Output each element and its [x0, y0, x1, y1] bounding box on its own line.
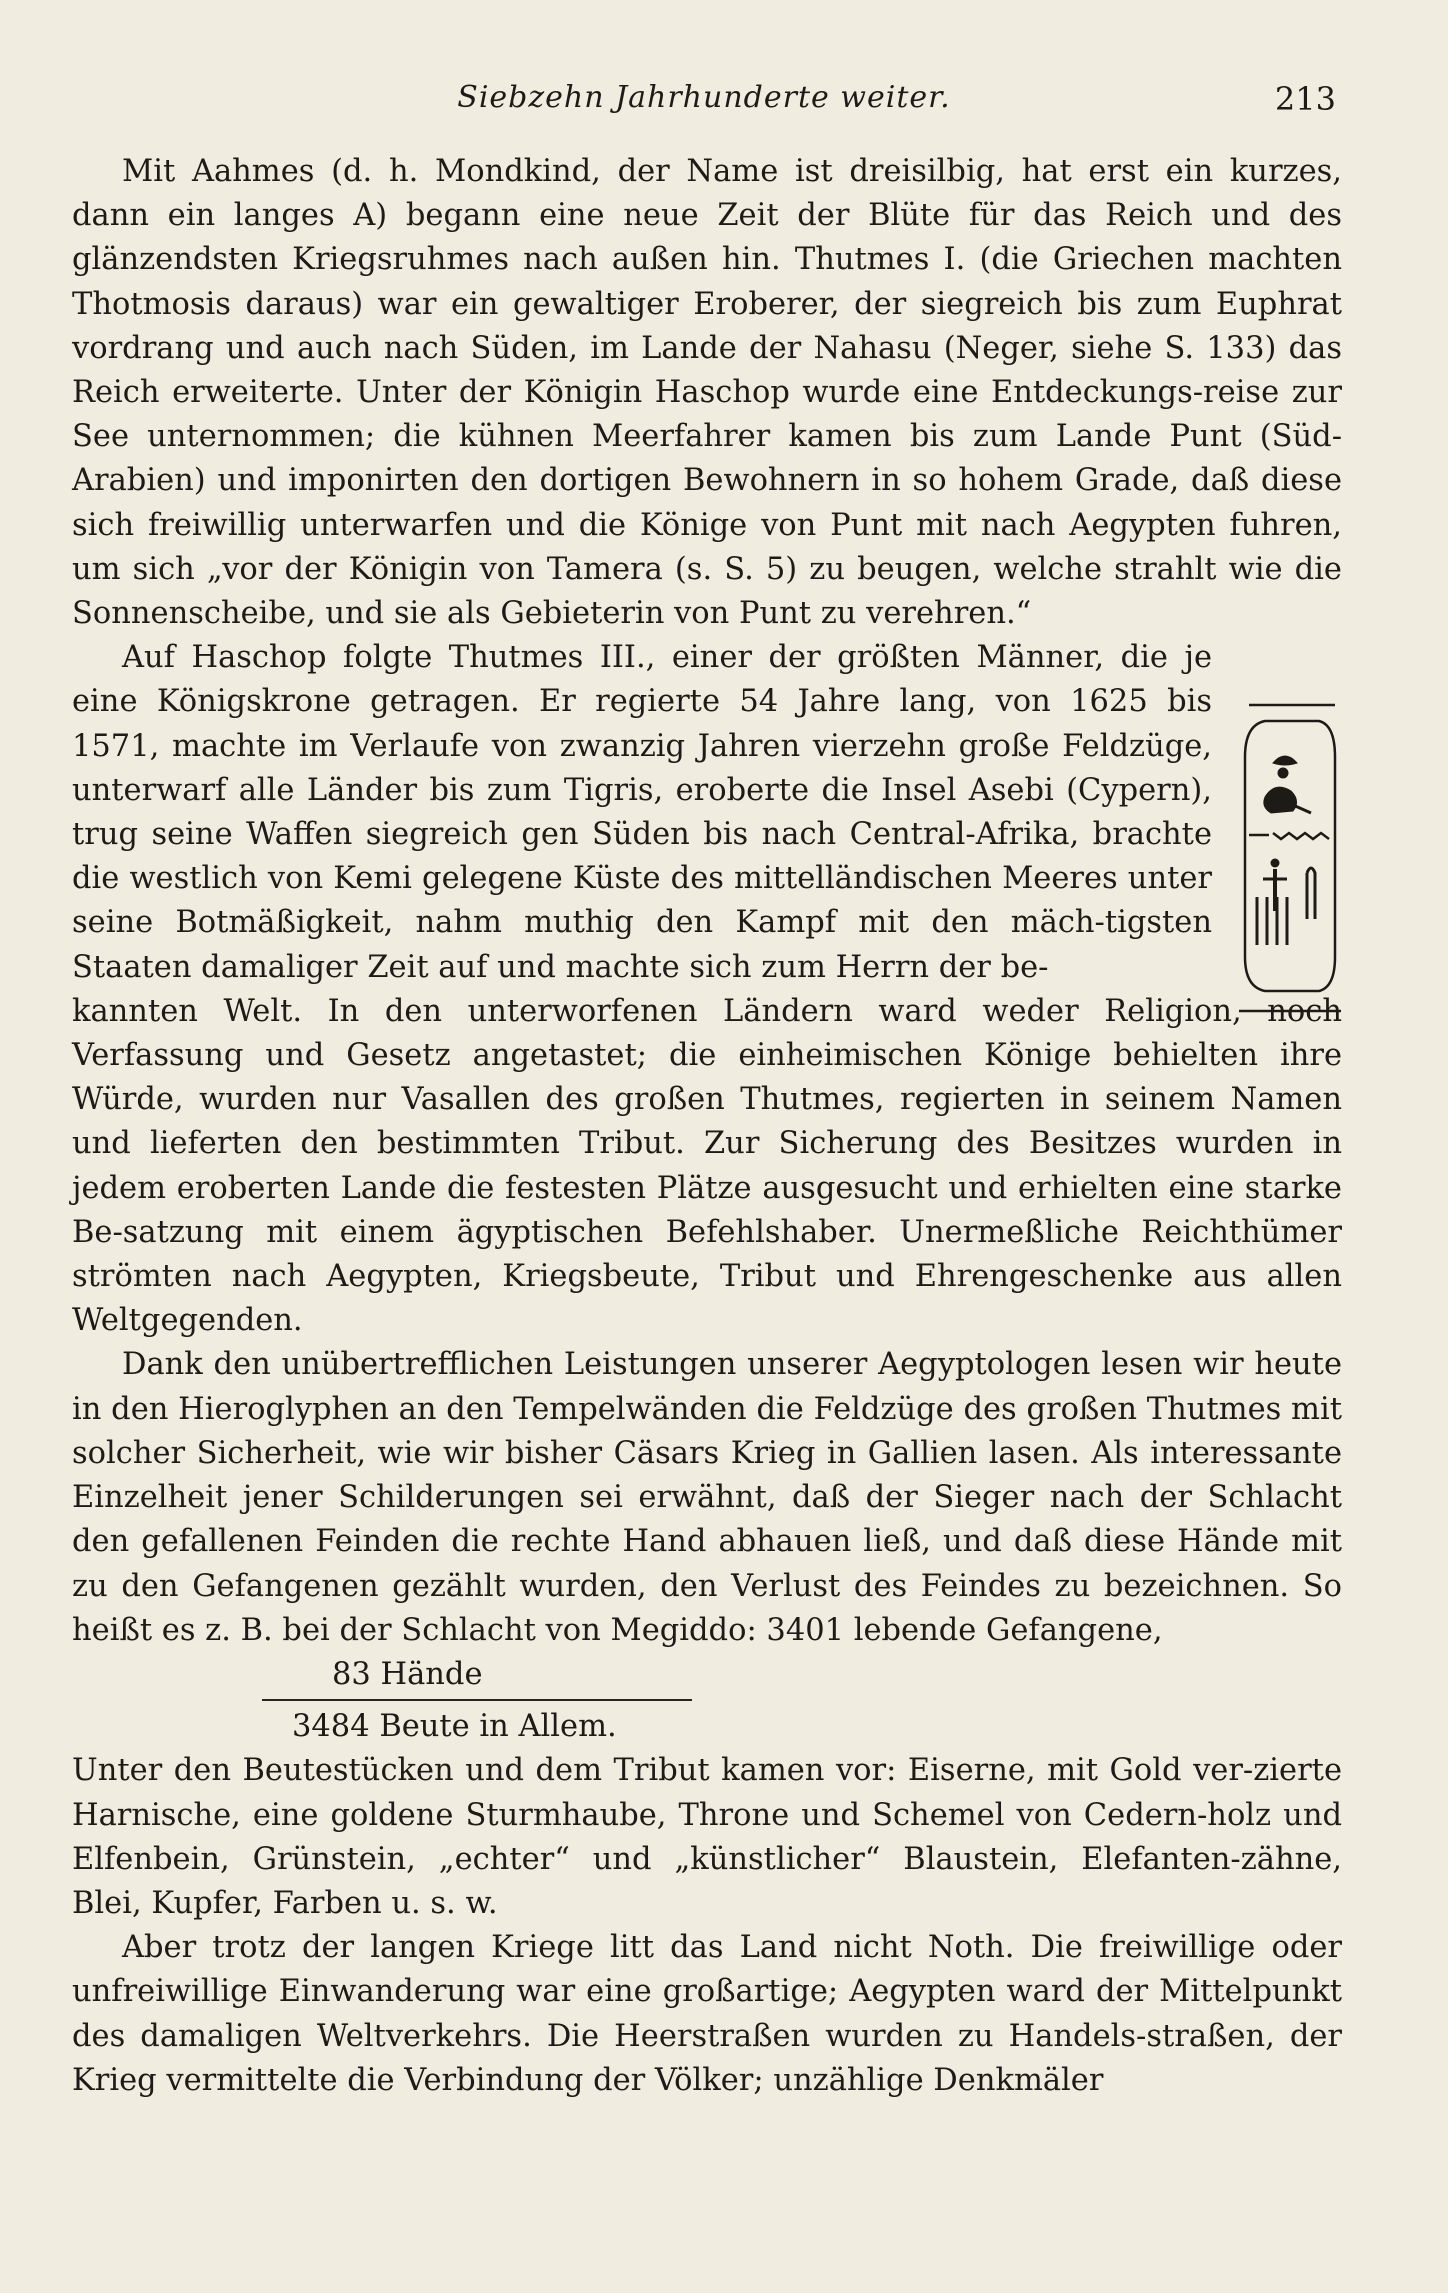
tally-rule — [262, 1699, 692, 1701]
paragraph-weltverkehr: Aber trotz der langen Kriege litt das Land nicht Noth. Die freiwillige oder unfreiwillige Einwanderung war eine großartige; Aegypten ward der Mittelpunkt des damaligen Weltverkehrs. Die Heerstraßen wurden zu Handels-straßen, der Krieg vermittelte die Verbindung der Völker; unzählige Denkmäler — [72, 1930, 1342, 2098]
paragraph-beutestuecke: Unter den Beutestücken und dem Tribut kamen vor: Eiserne, mit Gold ver-zierte Harnische, eine goldene Sturmhaube, Throne und Schemel von Cedern-holz und Elfenbein, Grünstein, „echter“ und „künstlicher“ Blaustein, Elefanten-zähne, Blei, Kupfer, Farben u. s. w. — [72, 1753, 1342, 1921]
scarab-glyph — [1264, 787, 1311, 813]
megiddo-tally — [72, 1653, 812, 1749]
tally-total: 3484 Beute in Allem. — [292, 1709, 617, 1745]
body-text — [72, 150, 1342, 2103]
column-glyphs — [1257, 897, 1287, 945]
tally-hands: 83 Hände — [332, 1656, 483, 1692]
running-head: Siebzehn Jahrhunderte weiter. — [457, 80, 951, 115]
paragraph-aahmes: Mit Aahmes (d. h. Mondkind, der Name ist dreisilbig, hat erst ein kurzes, dann ein langes A) begann eine neue Zeit der Blüte für das Reich und des glänzendsten Kriegsruhmes nach außen hin. Thutmes I. (die Griechen machten Thotmosis daraus) war ein gewaltiger Eroberer, der siegreich bis zum Euphrat vordrang und auch nach Süden, im Lande der Nahasu (Neger, siehe S. 133) das Reich erweiterte. Unter der Königin Haschop wurde eine Entdeckungs-reise zur See unternommen; die kühnen Meerfahrer kamen bis zum Lande Punt (Süd-Arabien) und imponirten den dortigen Bewohnern in so hohem Grade, daß diese sich freiwillig unterwarfen und die Könige von Punt mit nach Aegypten fuhren, um sich „vor der Königin von Tamera (s. S. 5) zu beugen, welche strahlt wie die Sonnenscheibe, und sie als Gebieterin von Punt zu verehren.“ — [72, 154, 1342, 632]
water-line-glyph — [1249, 833, 1329, 839]
page-header — [72, 76, 1336, 130]
sun-disc-glyph — [1273, 756, 1297, 778]
page-number: 213 — [1274, 80, 1336, 118]
paragraph-thutmes-iii-continued: kannten Welt. In den unterworfenen Ländern ward weder Religion, noch Verfassung und Gesetz angetastet; die einheimischen Könige behielten ihre Würde, wurden nur Vasallen des großen Thutmes, regierten in seinem Namen und lieferten den bestimmten Tribut. Zur Sicherung des Besitzes wurden in jedem eroberten Lande die festesten Plätze ausgesucht und erhielten eine starke Be-satzung mit einem ägyptischen Befehlshaber. Unermeßliche Reichthümer strömten nach Aegypten, Kriegsbeute, Tribut und Ehrengeschenke aus allen Weltgegenden. — [72, 993, 1342, 1339]
cartouche-figure — [1235, 697, 1343, 1017]
paragraph-hieroglyphen: Dank den unübertrefflichen Leistungen unserer Aegyptologen lesen wir heute in den Hieroglyphen an den Tempelwänden die Feldzüge des großen Thutmes mit solcher Sicherheit, wie wir bisher Cäsars Krieg in Gallien lasen. Als interessante Einzelheit jener Schilderungen sei erwähnt, daß der Sieger nach der Schlacht den gefallenen Feinden die rechte Hand abhauen ließ, und daß diese Hände mit zu den Gefangenen gezählt wurden, den Verlust des Feindes zu bezeichnen. So heißt es z. B. bei der Schlacht von Megiddo: 3401 lebende Gefangene, — [72, 1347, 1342, 1648]
reed-glyph — [1307, 868, 1315, 919]
paragraph-thutmes-iii: Auf Haschop folgte Thutmes III., einer der größten Männer, die je eine Königskrone getragen. Er regierte 54 Jahre lang, von 1625 bis 1571, machte im Verlaufe von zwanzig Jahren vierzehn große Feldzüge, unterwarf alle Länder bis zum Tigris, eroberte die Insel Asebi (Cypern), trug seine Waffen siegreich gen Süden bis nach Central-Afrika, brachte die westlich von Kemi gelegene Küste des mittelländischen Meeres unter seine Botmäßigkeit, nahm muthig den Kampf mit den mäch-tigsten Staaten damaliger Zeit auf und machte sich zum Herrn der be- — [72, 640, 1212, 985]
